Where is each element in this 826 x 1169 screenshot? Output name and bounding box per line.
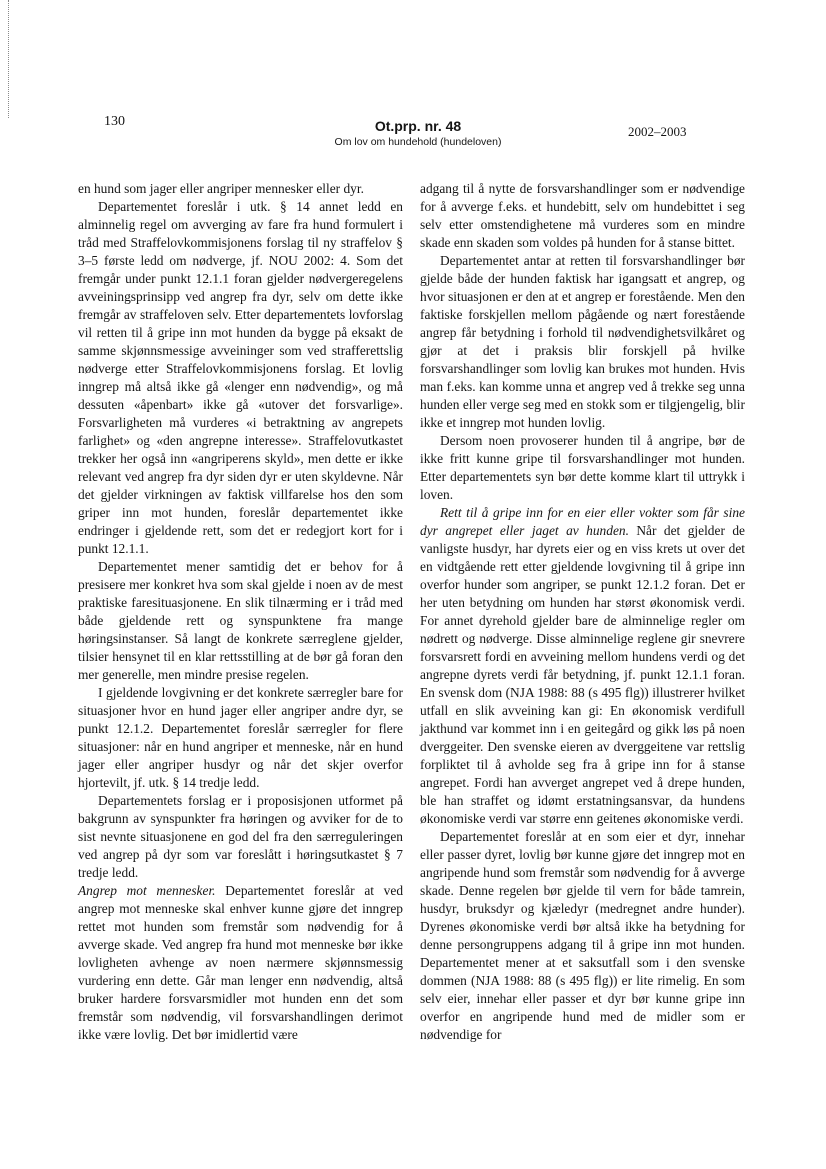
right-column bbox=[420, 180, 745, 1044]
paragraph bbox=[420, 504, 745, 828]
page-number: 130 bbox=[104, 114, 125, 129]
paragraph: Departementets forslag er i proposisjonen utformet på bakgrunn av synspunkter fra høringen og avviker for de to sist nevnte situasjonene en god del fra den særreguleringen ved angrep på dyr som var foreslått i høringsutkastet § 7 tredje ledd. bbox=[78, 793, 403, 880]
paragraph: I gjeldende lovgivning er det konkrete særregler bare for situasjoner hvor en hund jager eller angriper andre dyr, se punkt 12.1.2. Departementet foreslår særregler for flere situasjoner: når en hund angriper et menneske, når en hund jager eller angriper husdyr og når det skjer overfor hjortevilt, jf. utk. § 14 tredje ledd. bbox=[78, 685, 403, 790]
paragraph: adgang til å nytte de forsvarshandlinger som er nødvendige for å avverge f.eks. et hundebitt, selv om hundebittet i seg selv etter omstendighetene må vurderes som en mindre skade enn skaden som voldes på hunden for å stanse bittet. bbox=[420, 181, 745, 250]
paragraph: Departementet mener samtidig det er behov for å presisere mer konkret hva som skal gjelde i noen av de mest praktiske faresituasjonene. En slik tilnærming er i tråd med både gjeldende rett og synspunktene fra mange høringsinstanser. Så langt de konkrete særreglene gjelder, tilsier hensynet til en klar rettsstilling at de bør gå foran den mer generelle, men mindre presise regelen. bbox=[78, 559, 403, 682]
document-subtitle: Om lov om hundehold (hundeloven) bbox=[334, 136, 502, 148]
paragraph bbox=[78, 882, 403, 1044]
document-title: Ot.prp. nr. 48 bbox=[374, 118, 462, 134]
paragraph: Departementet foreslår at en som eier et dyr, innehar eller passer dyret, lovlig bør kunne gjøre det inngrep mot en angripende hund som fremstår som nødvendig for å avverge skade. Denne regelen bør gjelde til vern for både tamrein, husdyr, bruksdyr og kjæledyr (medregnet andre hunder). Dyrenes økonomiske verdi bør altså ikke ha betydning for denne persongruppens adgang til å gripe inn mot hunden. Departementet mener at et saksutfall som i den svenske dommen (NJA 1988: 88 (s 495 flg)) er lite rimelig. En som selv eier, innehar eller passer et dyr bør kunne gripe inn overfor en angripende hund med de midler som er nødvendige for bbox=[420, 829, 745, 1042]
paragraph: en hund som jager eller angriper mennesker eller dyr. bbox=[78, 181, 364, 196]
paragraph-lead: Rett til å gripe inn for en eier eller vokter som får sine dyr angrepet eller jaget av hunden. bbox=[420, 505, 745, 538]
paragraph: Departementet foreslår i utk. § 14 annet ledd en alminnelig regel om avverging av fare fra hund formulert i tråd med Straffelovkommisjonens forslag til ny straffelov § 3–5 første ledd om nødverge, jf. NOU 2002: 4. Som det fremgår under punkt 12.1.1 foran gjelder nødvergeregelens avveiningsprinsipp ved angrep fra dyr, selv om dette ikke fremgår av straffeloven selv. Etter departementets lovforslag vil retten til å gripe inn mot hunden da bygge på eksakt de samme skjønnsmessige avveininger som ved strafferettslig nødverge etter Straffelovkommisjonens forslag. Et lovlig inngrep må altså ikke gå «lenger enn nødvendig», og må dessuten «åpenbart» ikke gå «utover det forsvarlige». Forsvarligheten må vurderes «i betraktning av angrepets farlighet» og «den angrepne interesse». Straffelovutkastet trekker her også inn «angriperens skyld», men dette er ikke relevant ved angrep fra dyr siden dyr er uten skyldevne. Når det gjelder virkningen av faktisk villfarelse hos den som griper inn mot hunden, foreslår departementet ikke endringer i gjeldende rett, som det er redegjort kort for i punkt 12.1.1. bbox=[78, 199, 403, 556]
left-column bbox=[78, 180, 403, 1044]
paragraph-lead: Angrep mot mennesker. bbox=[78, 883, 216, 898]
scan-edge-mark bbox=[8, 0, 9, 118]
paragraph-body: Når det gjelder de vanligste husdyr, har dyrets eier og en viss krets ut over det en vidtgående rett etter gjeldende lovgivning til å gripe inn overfor hunder som angriper, se punkt 12.1.2 foran. Det er her uten betydning om hunden har størst økonomisk verdi. For annet dyrehold gjelder bare de alminnelige regler om nødrett og nødverge. Disse alminnelige reglene gir snevrere forsvarsrett fordi en avveining mellom hundens verdi og det angrepne dyrets verdi får betydning, jf. punkt 12.1.1 foran. En svensk dom (NJA 1988: 88 (s 495 flg)) illustrerer hvilket utfall en slik avveining kan gi: En økonomisk verdifull jakthund var kommet inn i en geitegård og gikk løs på noen dverggeiter. Den svenske eieren av dverggeitene var rettslig forpliktet til å avholde seg fra å gripe inn for å stanse angrepet. Fordi han avverget angrepet ved å drepe hunden, ble han straffet og idømt erstatningsansvar, da hundens økonomiske verdi var større enn geitenes økonomiske verdi. bbox=[420, 523, 745, 826]
running-header bbox=[300, 117, 536, 149]
paragraph: Departementet antar at retten til forsvarshandlinger bør gjelde både der hunden faktisk har igangsatt et angrep, og hvor situasjonen er den at et angrep er forestående. Men den faktiske forskjellen mellom pågående og nært forestående angrep får betydning i forhold til nødvendighetsvilkåret og gjør at det i praksis blir forskjell på hvilke forsvarshandlinger som lovlig kan brukes mot hunden. Hvis man f.eks. kan komme unna et angrep ved å trekke seg unna hunden eller verge seg med en stokk som er tilgjengelig, blir ikke et inngrep mot hunden lovlig. bbox=[420, 253, 745, 430]
paragraph: Dersom noen provoserer hunden til å angripe, bør de ikke fritt kunne gripe til forsvarshandlinger mot hunden. Etter departementets syn bør dette komme klart til uttrykk i loven. bbox=[420, 433, 745, 502]
session-year: 2002–2003 bbox=[628, 124, 687, 139]
paragraph-body: Departementet foreslår at ved angrep mot menneske skal enhver kunne gjøre det inngrep rettet mot hunden som fremstår som nødvendig for å avverge skade. Ved angrep fra hund mot menneske bør ikke lovligheten avhenge av noen nærmere skjønnsmessig vurdering enn dette. Går man lenger enn nødvendig, altså bruker hardere forsvarsmidler mot hunden enn det som fremstår som nødvendig, vil forsvarshandlingen derimot ikke være lovlig. Det bør imidlertid være bbox=[78, 883, 404, 1042]
